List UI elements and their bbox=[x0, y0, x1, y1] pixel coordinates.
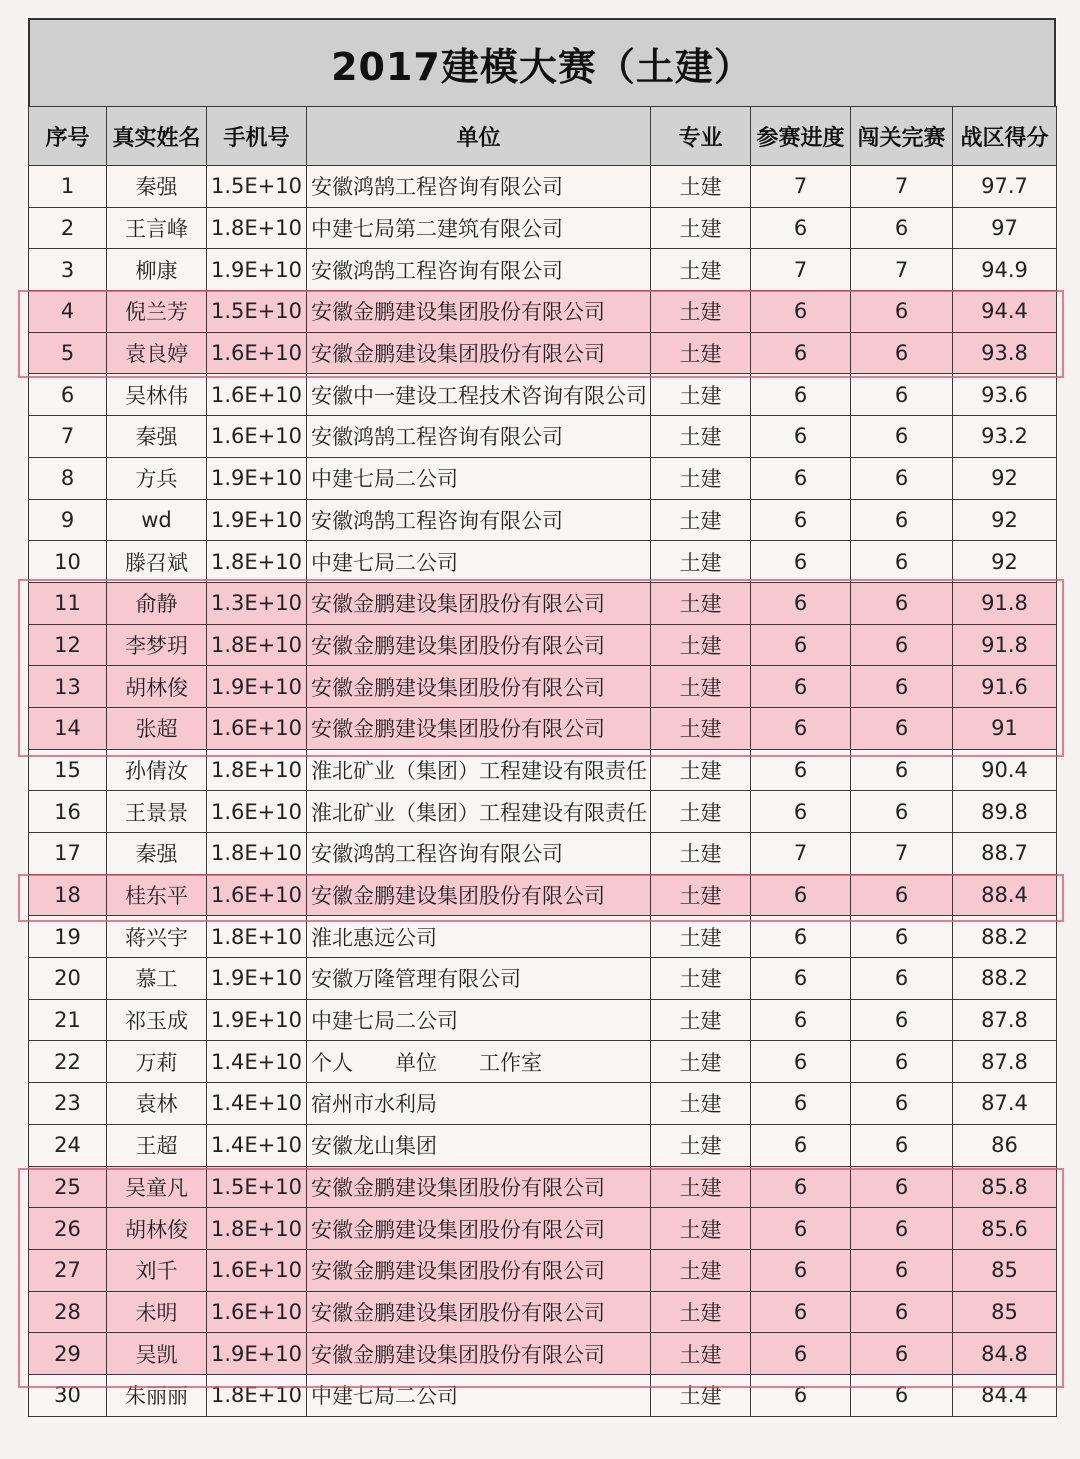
cell-name: 秦强 bbox=[107, 416, 207, 458]
cell-major: 土建 bbox=[651, 416, 751, 458]
cell-progress: 6 bbox=[751, 416, 851, 458]
cell-unit: 安徽鸿鹄工程咨询有限公司 bbox=[307, 416, 651, 458]
cell-progress: 6 bbox=[751, 1374, 851, 1416]
cell-unit: 个人 单位 工作室 bbox=[307, 1041, 651, 1083]
cell-name: wd bbox=[107, 499, 207, 541]
cell-unit: 安徽鸿鹄工程咨询有限公司 bbox=[307, 249, 651, 291]
cell-score: 88.2 bbox=[953, 958, 1057, 1000]
cell-unit: 安徽金鹏建设集团股份有限公司 bbox=[307, 1166, 651, 1208]
cell-progress: 6 bbox=[751, 624, 851, 666]
cell-no: 9 bbox=[29, 499, 107, 541]
cell-no: 1 bbox=[29, 166, 107, 208]
cell-name: 吴童凡 bbox=[107, 1166, 207, 1208]
cell-no: 27 bbox=[29, 1249, 107, 1291]
cell-phone: 1.6E+10 bbox=[207, 374, 307, 416]
cell-finish: 6 bbox=[851, 582, 953, 624]
cell-phone: 1.8E+10 bbox=[207, 916, 307, 958]
cell-major: 土建 bbox=[651, 374, 751, 416]
cell-score: 85.8 bbox=[953, 1166, 1057, 1208]
cell-progress: 6 bbox=[751, 791, 851, 833]
cell-major: 土建 bbox=[651, 624, 751, 666]
cell-name: 倪兰芳 bbox=[107, 291, 207, 333]
cell-score: 84.4 bbox=[953, 1374, 1057, 1416]
cell-unit: 安徽金鹏建设集团股份有限公司 bbox=[307, 1208, 651, 1250]
cell-phone: 1.9E+10 bbox=[207, 666, 307, 708]
cell-score: 86 bbox=[953, 1124, 1057, 1166]
cell-finish: 6 bbox=[851, 1333, 953, 1375]
cell-name: 张超 bbox=[107, 707, 207, 749]
table-row bbox=[29, 1374, 1057, 1416]
cell-phone: 1.5E+10 bbox=[207, 166, 307, 208]
cell-score: 93.6 bbox=[953, 374, 1057, 416]
cell-finish: 6 bbox=[851, 499, 953, 541]
cell-finish: 6 bbox=[851, 624, 953, 666]
cell-score: 85 bbox=[953, 1291, 1057, 1333]
cell-phone: 1.6E+10 bbox=[207, 707, 307, 749]
cell-phone: 1.6E+10 bbox=[207, 416, 307, 458]
table-row bbox=[29, 457, 1057, 499]
cell-major: 土建 bbox=[651, 166, 751, 208]
cell-phone: 1.4E+10 bbox=[207, 1124, 307, 1166]
cell-finish: 6 bbox=[851, 1041, 953, 1083]
cell-phone: 1.3E+10 bbox=[207, 582, 307, 624]
cell-progress: 6 bbox=[751, 332, 851, 374]
cell-no: 14 bbox=[29, 707, 107, 749]
table-row bbox=[29, 1124, 1057, 1166]
cell-unit: 安徽金鹏建设集团股份有限公司 bbox=[307, 582, 651, 624]
cell-unit: 安徽鸿鹄工程咨询有限公司 bbox=[307, 166, 651, 208]
cell-finish: 6 bbox=[851, 332, 953, 374]
table-row bbox=[29, 541, 1057, 583]
cell-progress: 6 bbox=[751, 374, 851, 416]
cell-score: 88.4 bbox=[953, 874, 1057, 916]
col-header-unit: 单位 bbox=[307, 107, 651, 166]
col-header-phone: 手机号 bbox=[207, 107, 307, 166]
cell-name: 吴林伟 bbox=[107, 374, 207, 416]
cell-score: 84.8 bbox=[953, 1333, 1057, 1375]
table-row bbox=[29, 291, 1057, 333]
table-row bbox=[29, 1041, 1057, 1083]
header-row bbox=[29, 107, 1057, 166]
cell-finish: 6 bbox=[851, 999, 953, 1041]
cell-phone: 1.9E+10 bbox=[207, 999, 307, 1041]
cell-no: 17 bbox=[29, 833, 107, 875]
cell-score: 93.2 bbox=[953, 416, 1057, 458]
cell-score: 87.8 bbox=[953, 1041, 1057, 1083]
table-row bbox=[29, 1166, 1057, 1208]
cell-name: 王景景 bbox=[107, 791, 207, 833]
table-row bbox=[29, 999, 1057, 1041]
table-row bbox=[29, 1291, 1057, 1333]
cell-finish: 6 bbox=[851, 1249, 953, 1291]
cell-finish: 6 bbox=[851, 958, 953, 1000]
cell-progress: 6 bbox=[751, 1333, 851, 1375]
cell-unit: 中建七局二公司 bbox=[307, 999, 651, 1041]
cell-name: 秦强 bbox=[107, 833, 207, 875]
cell-name: 王超 bbox=[107, 1124, 207, 1166]
cell-progress: 6 bbox=[751, 582, 851, 624]
cell-name: 桂东平 bbox=[107, 874, 207, 916]
cell-major: 土建 bbox=[651, 291, 751, 333]
col-header-finish: 闯关完赛 bbox=[851, 107, 953, 166]
cell-no: 19 bbox=[29, 916, 107, 958]
cell-unit: 安徽金鹏建设集团股份有限公司 bbox=[307, 874, 651, 916]
cell-no: 3 bbox=[29, 249, 107, 291]
cell-finish: 6 bbox=[851, 1166, 953, 1208]
cell-major: 土建 bbox=[651, 1166, 751, 1208]
cell-no: 28 bbox=[29, 1291, 107, 1333]
cell-name: 柳康 bbox=[107, 249, 207, 291]
cell-name: 方兵 bbox=[107, 457, 207, 499]
cell-progress: 6 bbox=[751, 916, 851, 958]
cell-score: 92 bbox=[953, 457, 1057, 499]
cell-progress: 6 bbox=[751, 1083, 851, 1125]
cell-major: 土建 bbox=[651, 874, 751, 916]
cell-major: 土建 bbox=[651, 1208, 751, 1250]
cell-unit: 中建七局二公司 bbox=[307, 541, 651, 583]
cell-major: 土建 bbox=[651, 582, 751, 624]
cell-name: 蒋兴宇 bbox=[107, 916, 207, 958]
cell-no: 22 bbox=[29, 1041, 107, 1083]
table-row bbox=[29, 624, 1057, 666]
cell-phone: 1.8E+10 bbox=[207, 624, 307, 666]
cell-major: 土建 bbox=[651, 457, 751, 499]
cell-score: 85 bbox=[953, 1249, 1057, 1291]
cell-name: 袁良婷 bbox=[107, 332, 207, 374]
table-row bbox=[29, 1249, 1057, 1291]
cell-finish: 6 bbox=[851, 207, 953, 249]
cell-phone: 1.9E+10 bbox=[207, 499, 307, 541]
cell-phone: 1.9E+10 bbox=[207, 457, 307, 499]
table-row bbox=[29, 207, 1057, 249]
cell-unit: 淮北矿业（集团）工程建设有限责任 bbox=[307, 791, 651, 833]
cell-score: 92 bbox=[953, 499, 1057, 541]
cell-finish: 6 bbox=[851, 1124, 953, 1166]
cell-major: 土建 bbox=[651, 749, 751, 791]
cell-major: 土建 bbox=[651, 1041, 751, 1083]
cell-no: 7 bbox=[29, 416, 107, 458]
cell-score: 91 bbox=[953, 707, 1057, 749]
cell-phone: 1.6E+10 bbox=[207, 1291, 307, 1333]
cell-unit: 安徽金鹏建设集团股份有限公司 bbox=[307, 291, 651, 333]
cell-progress: 6 bbox=[751, 1291, 851, 1333]
cell-no: 4 bbox=[29, 291, 107, 333]
cell-score: 89.8 bbox=[953, 791, 1057, 833]
cell-unit: 安徽金鹏建设集团股份有限公司 bbox=[307, 707, 651, 749]
cell-no: 2 bbox=[29, 207, 107, 249]
col-header-major: 专业 bbox=[651, 107, 751, 166]
cell-unit: 安徽金鹏建设集团股份有限公司 bbox=[307, 666, 651, 708]
cell-name: 万莉 bbox=[107, 1041, 207, 1083]
cell-score: 88.2 bbox=[953, 916, 1057, 958]
cell-no: 26 bbox=[29, 1208, 107, 1250]
cell-name: 李梦玥 bbox=[107, 624, 207, 666]
cell-major: 土建 bbox=[651, 999, 751, 1041]
table-row bbox=[29, 166, 1057, 208]
cell-name: 孙倩汝 bbox=[107, 749, 207, 791]
col-header-name: 真实姓名 bbox=[107, 107, 207, 166]
cell-phone: 1.5E+10 bbox=[207, 291, 307, 333]
cell-finish: 6 bbox=[851, 666, 953, 708]
cell-finish: 6 bbox=[851, 1083, 953, 1125]
cell-unit: 安徽金鹏建设集团股份有限公司 bbox=[307, 332, 651, 374]
cell-progress: 6 bbox=[751, 1249, 851, 1291]
cell-major: 土建 bbox=[651, 249, 751, 291]
cell-score: 85.6 bbox=[953, 1208, 1057, 1250]
cell-score: 91.6 bbox=[953, 666, 1057, 708]
col-header-score: 战区得分 bbox=[953, 107, 1057, 166]
cell-unit: 安徽万隆管理有限公司 bbox=[307, 958, 651, 1000]
table-row bbox=[29, 833, 1057, 875]
cell-unit: 安徽鸿鹄工程咨询有限公司 bbox=[307, 833, 651, 875]
cell-finish: 6 bbox=[851, 749, 953, 791]
cell-unit: 安徽中一建设工程技术咨询有限公司 bbox=[307, 374, 651, 416]
col-header-progress: 参赛进度 bbox=[751, 107, 851, 166]
table-row bbox=[29, 791, 1057, 833]
cell-progress: 6 bbox=[751, 1166, 851, 1208]
cell-progress: 6 bbox=[751, 291, 851, 333]
table-row bbox=[29, 707, 1057, 749]
cell-name: 祁玉成 bbox=[107, 999, 207, 1041]
table-row bbox=[29, 1208, 1057, 1250]
table-row bbox=[29, 874, 1057, 916]
cell-name: 胡林俊 bbox=[107, 666, 207, 708]
cell-finish: 6 bbox=[851, 1374, 953, 1416]
cell-major: 土建 bbox=[651, 707, 751, 749]
cell-name: 刘千 bbox=[107, 1249, 207, 1291]
cell-unit: 安徽金鹏建设集团股份有限公司 bbox=[307, 1291, 651, 1333]
cell-phone: 1.6E+10 bbox=[207, 874, 307, 916]
cell-progress: 6 bbox=[751, 499, 851, 541]
table-row bbox=[29, 916, 1057, 958]
cell-finish: 6 bbox=[851, 416, 953, 458]
cell-phone: 1.6E+10 bbox=[207, 332, 307, 374]
cell-phone: 1.6E+10 bbox=[207, 791, 307, 833]
cell-score: 87.4 bbox=[953, 1083, 1057, 1125]
cell-name: 吴凯 bbox=[107, 1333, 207, 1375]
cell-phone: 1.4E+10 bbox=[207, 1041, 307, 1083]
cell-unit: 淮北矿业（集团）工程建设有限责任 bbox=[307, 749, 651, 791]
cell-phone: 1.9E+10 bbox=[207, 249, 307, 291]
cell-score: 97 bbox=[953, 207, 1057, 249]
cell-name: 慕工 bbox=[107, 958, 207, 1000]
cell-progress: 6 bbox=[751, 207, 851, 249]
cell-no: 8 bbox=[29, 457, 107, 499]
cell-phone: 1.8E+10 bbox=[207, 541, 307, 583]
table-row bbox=[29, 958, 1057, 1000]
cell-major: 土建 bbox=[651, 1083, 751, 1125]
cell-no: 11 bbox=[29, 582, 107, 624]
cell-phone: 1.6E+10 bbox=[207, 1249, 307, 1291]
cell-no: 24 bbox=[29, 1124, 107, 1166]
cell-no: 18 bbox=[29, 874, 107, 916]
cell-finish: 6 bbox=[851, 374, 953, 416]
cell-name: 滕召斌 bbox=[107, 541, 207, 583]
cell-name: 未明 bbox=[107, 1291, 207, 1333]
cell-no: 21 bbox=[29, 999, 107, 1041]
table-row bbox=[29, 332, 1057, 374]
cell-unit: 安徽金鹏建设集团股份有限公司 bbox=[307, 624, 651, 666]
table-row bbox=[29, 749, 1057, 791]
cell-finish: 6 bbox=[851, 457, 953, 499]
table-row bbox=[29, 582, 1057, 624]
cell-major: 土建 bbox=[651, 332, 751, 374]
cell-no: 25 bbox=[29, 1166, 107, 1208]
table-row bbox=[29, 416, 1057, 458]
cell-unit: 中建七局第二建筑有限公司 bbox=[307, 207, 651, 249]
ranking-table bbox=[28, 106, 1057, 1417]
cell-major: 土建 bbox=[651, 1249, 751, 1291]
cell-unit: 中建七局二公司 bbox=[307, 457, 651, 499]
cell-no: 13 bbox=[29, 666, 107, 708]
cell-finish: 6 bbox=[851, 1208, 953, 1250]
table-row bbox=[29, 1333, 1057, 1375]
cell-major: 土建 bbox=[651, 499, 751, 541]
cell-progress: 6 bbox=[751, 958, 851, 1000]
cell-major: 土建 bbox=[651, 833, 751, 875]
cell-progress: 6 bbox=[751, 457, 851, 499]
cell-progress: 6 bbox=[751, 541, 851, 583]
table-row bbox=[29, 249, 1057, 291]
cell-phone: 1.9E+10 bbox=[207, 1333, 307, 1375]
cell-unit: 中建七局二公司 bbox=[307, 1374, 651, 1416]
cell-progress: 6 bbox=[751, 749, 851, 791]
cell-major: 土建 bbox=[651, 541, 751, 583]
cell-progress: 6 bbox=[751, 1041, 851, 1083]
cell-no: 23 bbox=[29, 1083, 107, 1125]
cell-name: 朱丽丽 bbox=[107, 1374, 207, 1416]
cell-finish: 6 bbox=[851, 791, 953, 833]
cell-name: 袁林 bbox=[107, 1083, 207, 1125]
cell-phone: 1.8E+10 bbox=[207, 749, 307, 791]
cell-unit: 宿州市水利局 bbox=[307, 1083, 651, 1125]
cell-major: 土建 bbox=[651, 207, 751, 249]
cell-phone: 1.8E+10 bbox=[207, 207, 307, 249]
cell-progress: 6 bbox=[751, 1208, 851, 1250]
col-header-no: 序号 bbox=[29, 107, 107, 166]
cell-major: 土建 bbox=[651, 666, 751, 708]
cell-major: 土建 bbox=[651, 958, 751, 1000]
cell-name: 胡林俊 bbox=[107, 1208, 207, 1250]
cell-finish: 6 bbox=[851, 707, 953, 749]
cell-score: 91.8 bbox=[953, 624, 1057, 666]
cell-no: 15 bbox=[29, 749, 107, 791]
cell-score: 93.8 bbox=[953, 332, 1057, 374]
cell-score: 87.8 bbox=[953, 999, 1057, 1041]
cell-progress: 7 bbox=[751, 249, 851, 291]
cell-no: 16 bbox=[29, 791, 107, 833]
cell-score: 90.4 bbox=[953, 749, 1057, 791]
cell-no: 5 bbox=[29, 332, 107, 374]
cell-name: 秦强 bbox=[107, 166, 207, 208]
cell-progress: 6 bbox=[751, 707, 851, 749]
table-row bbox=[29, 666, 1057, 708]
cell-major: 土建 bbox=[651, 791, 751, 833]
cell-major: 土建 bbox=[651, 1291, 751, 1333]
cell-major: 土建 bbox=[651, 1374, 751, 1416]
cell-phone: 1.8E+10 bbox=[207, 833, 307, 875]
cell-major: 土建 bbox=[651, 1333, 751, 1375]
cell-finish: 7 bbox=[851, 166, 953, 208]
cell-phone: 1.5E+10 bbox=[207, 1166, 307, 1208]
cell-unit: 安徽金鹏建设集团股份有限公司 bbox=[307, 1249, 651, 1291]
cell-major: 土建 bbox=[651, 916, 751, 958]
cell-phone: 1.4E+10 bbox=[207, 1083, 307, 1125]
cell-progress: 7 bbox=[751, 833, 851, 875]
cell-progress: 6 bbox=[751, 1124, 851, 1166]
cell-unit: 安徽鸿鹄工程咨询有限公司 bbox=[307, 499, 651, 541]
cell-no: 29 bbox=[29, 1333, 107, 1375]
cell-phone: 1.9E+10 bbox=[207, 958, 307, 1000]
table-row bbox=[29, 374, 1057, 416]
cell-no: 20 bbox=[29, 958, 107, 1000]
cell-major: 土建 bbox=[651, 1124, 751, 1166]
cell-progress: 6 bbox=[751, 666, 851, 708]
cell-unit: 安徽龙山集团 bbox=[307, 1124, 651, 1166]
cell-phone: 1.8E+10 bbox=[207, 1374, 307, 1416]
cell-score: 97.7 bbox=[953, 166, 1057, 208]
table-row bbox=[29, 1083, 1057, 1125]
cell-score: 94.9 bbox=[953, 249, 1057, 291]
cell-score: 91.8 bbox=[953, 582, 1057, 624]
cell-phone: 1.8E+10 bbox=[207, 1208, 307, 1250]
cell-unit: 淮北惠远公司 bbox=[307, 916, 651, 958]
cell-no: 6 bbox=[29, 374, 107, 416]
cell-finish: 7 bbox=[851, 833, 953, 875]
cell-finish: 6 bbox=[851, 1291, 953, 1333]
cell-score: 92 bbox=[953, 541, 1057, 583]
cell-finish: 6 bbox=[851, 916, 953, 958]
cell-score: 88.7 bbox=[953, 833, 1057, 875]
cell-finish: 6 bbox=[851, 541, 953, 583]
cell-finish: 7 bbox=[851, 249, 953, 291]
cell-progress: 6 bbox=[751, 874, 851, 916]
cell-no: 30 bbox=[29, 1374, 107, 1416]
cell-no: 10 bbox=[29, 541, 107, 583]
cell-progress: 6 bbox=[751, 999, 851, 1041]
cell-no: 12 bbox=[29, 624, 107, 666]
page-title: 2017建模大赛（土建） bbox=[28, 18, 1056, 108]
cell-name: 王言峰 bbox=[107, 207, 207, 249]
cell-finish: 6 bbox=[851, 874, 953, 916]
cell-score: 94.4 bbox=[953, 291, 1057, 333]
cell-progress: 7 bbox=[751, 166, 851, 208]
cell-unit: 安徽金鹏建设集团股份有限公司 bbox=[307, 1333, 651, 1375]
cell-finish: 6 bbox=[851, 291, 953, 333]
cell-name: 俞静 bbox=[107, 582, 207, 624]
table-row bbox=[29, 499, 1057, 541]
